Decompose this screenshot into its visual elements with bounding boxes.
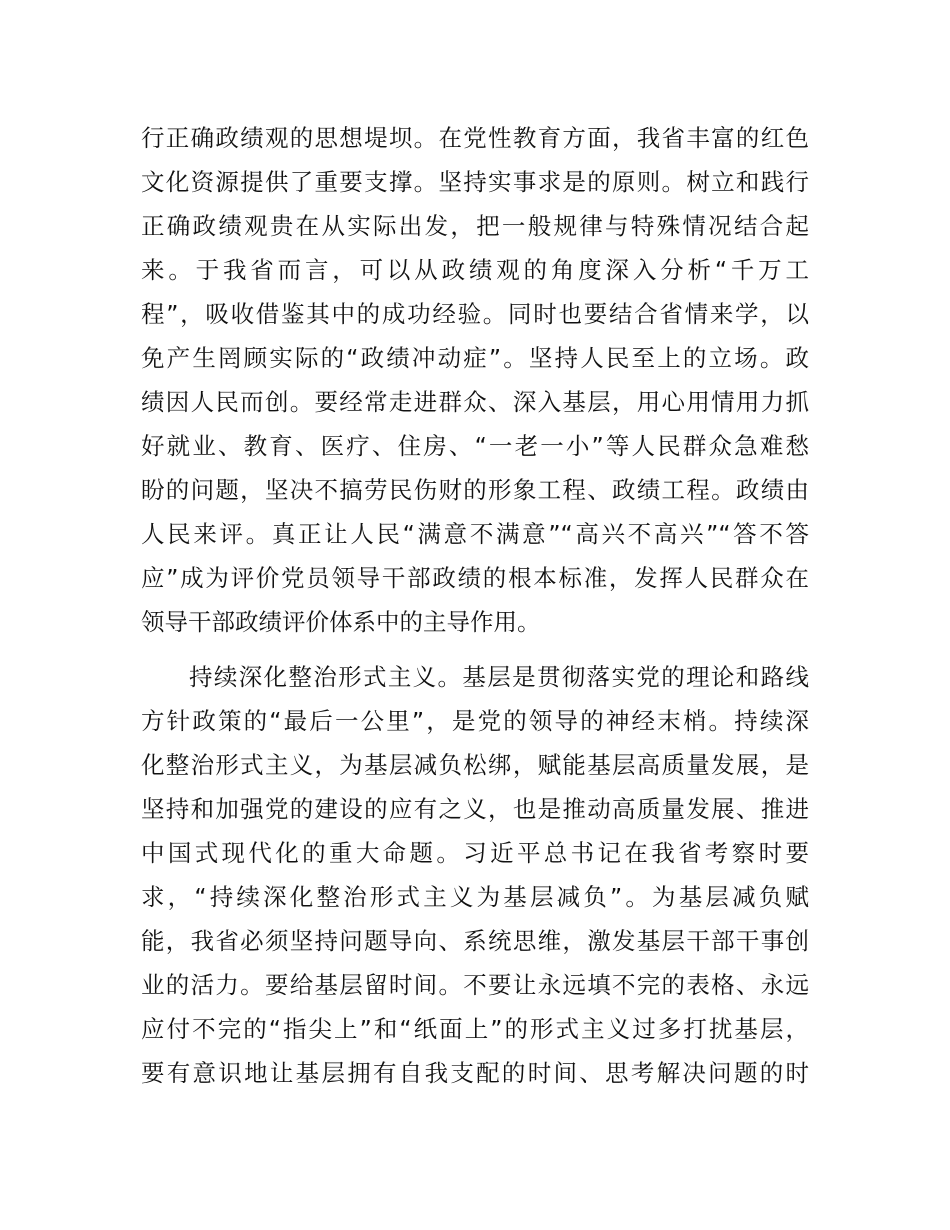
text-line: 行正确政绩观的思想堤坝。在党性教育方面，我省丰富的红色 <box>141 124 809 152</box>
text-line: 中国式现代化的重大命题。习近平总书记在我省考察时要 <box>141 839 809 867</box>
text-line: 好就业、教育、医疗、住房、“一老一小”等人民群众急难愁 <box>141 432 809 460</box>
text-line: 化整治形式主义，为基层减负松绑，赋能基层高质量发展，是 <box>141 751 809 779</box>
text-line: 绩因人民而创。要经常走进群众、深入基层，用心用情用力抓 <box>141 388 809 416</box>
text-line: 人民来评。真正让人民“满意不满意”“高兴不高兴”“答不答 <box>141 520 809 548</box>
text-line: 来。于我省而言，可以从政绩观的角度深入分析“千万工 <box>141 256 809 284</box>
text-line: 应”成为评价党员领导干部政绩的根本标准，发挥人民群众在 <box>141 564 809 592</box>
text-line: 应付不完的“指尖上”和“纸面上”的形式主义过多打扰基层， <box>141 1015 809 1043</box>
text-line: 免产生罔顾实际的“政绩冲动症”。坚持人民至上的立场。政 <box>141 344 809 372</box>
text-line: 坚持和加强党的建设的应有之义，也是推动高质量发展、推进 <box>141 795 809 823</box>
text-line: 能，我省必须坚持问题导向、系统思维，激发基层干部干事创 <box>141 927 809 955</box>
text-line: 方针政策的“最后一公里”，是党的领导的神经末梢。持续深 <box>141 707 809 735</box>
text-line: 盼的问题，坚决不搞劳民伤财的形象工程、政绩工程。政绩由 <box>141 476 809 504</box>
text-line: 文化资源提供了重要支撑。坚持实事求是的原则。树立和践行 <box>141 168 809 196</box>
text-line: 求，“持续深化整治形式主义为基层减负”。为基层减负赋 <box>141 883 809 911</box>
text-line: 业的活力。要给基层留时间。不要让永远填不完的表格、永远 <box>141 971 809 999</box>
text-line: 持续深化整治形式主义。基层是贯彻落实党的理论和路线 <box>189 663 809 691</box>
text-line: 领导干部政绩评价体系中的主导作用。 <box>141 608 541 636</box>
text-line: 正确政绩观贵在从实际出发，把一般规律与特殊情况结合起 <box>141 212 809 240</box>
text-line: 程”，吸收借鉴其中的成功经验。同时也要结合省情来学，以 <box>141 300 809 328</box>
text-line: 要有意识地让基层拥有自我支配的时间、思考解决问题的时 <box>141 1059 809 1087</box>
